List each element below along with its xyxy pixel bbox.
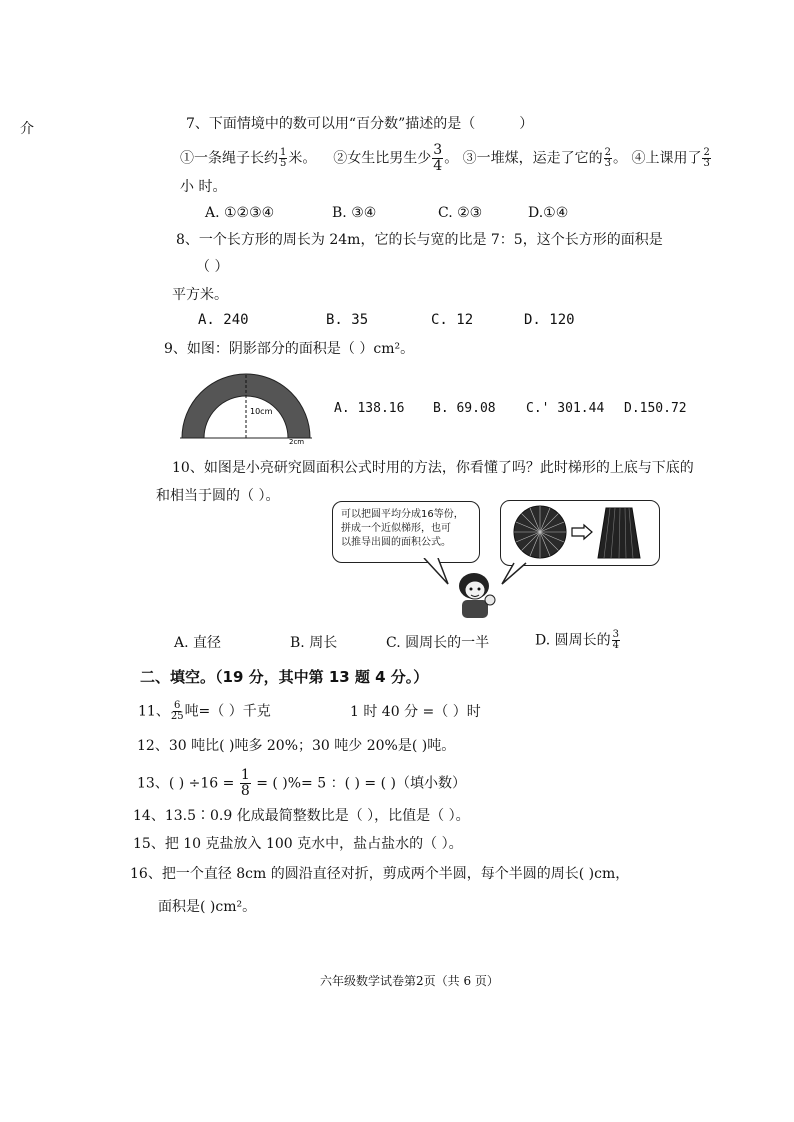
q8-option-a[interactable]: A. 240 — [198, 312, 249, 328]
q10-child-illustration — [452, 570, 502, 622]
q16-line2: 面积是( )cm²。 — [158, 899, 257, 915]
q9-semicircle-ring-figure — [176, 362, 316, 446]
q9-radius-label: 10cm — [250, 407, 273, 416]
q7-s1-unit: 米。 — [288, 150, 317, 167]
q10-stem-line2: 和相当于圆的（ ）。 — [156, 488, 280, 504]
q15: 15、把 10 克盐放入 100 克水中，盐占盐水的（ ）。 — [133, 836, 463, 852]
q16-line1: 16、把一个直径 8cm 的圆沿直径对折，剪成两个半圆，每个半圆的周长( )cm， — [130, 866, 630, 882]
q9-option-b[interactable]: B. 69.08 — [433, 401, 496, 416]
q14: 14、13.5∶0.9 化成最简整数比是（ ），比值是（ ）。 — [133, 808, 470, 824]
q10-stem-line1: 10、如图是小亮研究圆面积公式时用的方法，你看懂了吗？此时梯形的上底与下底的 — [172, 460, 694, 476]
q7-s4-fraction: $\frac{2}{3}$ — [703, 147, 710, 169]
q7-stem-text: 7、下面情境中的数可以用“百分数”描述的是（ — [186, 116, 476, 132]
q13-right: = ( )%= 5 ：( ) = ( )（填小数） — [256, 775, 466, 792]
q7-s3-fraction: $\frac{2}{3}$ — [604, 147, 612, 169]
q10-option-b[interactable]: B. 周长 — [290, 635, 338, 651]
q7-s2-end: 。 — [444, 150, 459, 167]
q7-option-a[interactable]: A. ①②③④ — [205, 205, 275, 221]
q9-option-c[interactable]: C.' 301.44 — [526, 401, 605, 416]
q7-s2: ②女生比男生少 — [333, 150, 432, 167]
q7-stem — [186, 115, 533, 133]
q8-option-c[interactable]: C. 12 — [431, 312, 474, 328]
q10-option-d-text: D. 圆周长的 — [535, 632, 611, 649]
q7-unit: 小 时。 — [180, 179, 227, 195]
q11-fraction: $\frac{6}{25}$ — [170, 700, 184, 722]
q10-option-d-fraction: $\frac{3}{4}$ — [612, 629, 620, 651]
q9-stem: 9、如图：阴影部分的面积是（ ）cm²。 — [164, 341, 415, 357]
q10-circle-to-trapezoid-figure — [500, 500, 660, 590]
page-footer: 六年级数学试卷第2页（共 6 页） — [320, 974, 499, 988]
q10-option-d[interactable] — [535, 630, 621, 651]
q9-option-d[interactable]: D.150.72 — [624, 401, 687, 416]
q7-option-c[interactable]: C. ②③ — [438, 205, 483, 221]
q10-bubble-line3: 以推导出圆的面积公式。 — [341, 537, 451, 548]
q8-answer-blank[interactable]: （ ） — [196, 259, 229, 275]
q13-left: 13、( ) ÷16 = — [137, 775, 235, 792]
q7-stem-close: ） — [519, 116, 534, 132]
q8-option-d[interactable]: D. 120 — [524, 312, 575, 328]
q10-picture-bubble-tail — [502, 563, 526, 584]
q13 — [137, 768, 466, 799]
q8-stem: 8、一个长方形的周长为 24m，它的长与宽的比是 7：5，这个长方形的面积是 — [176, 232, 663, 248]
q10-option-c[interactable]: C. 圆周长的一半 — [386, 635, 490, 651]
q13-fraction: $\frac{1}{8}$ — [240, 767, 250, 799]
q10-bubble-line1: 可以把圆平均分成16等份， — [341, 509, 464, 520]
q7-option-d[interactable]: D.①④ — [528, 205, 569, 221]
q7-option-b[interactable]: B. ③④ — [332, 205, 377, 221]
q10-speech-bubble — [332, 501, 480, 563]
q7-s3-end: 。 — [613, 150, 628, 167]
q11-part2: 1 时 40 分 =（ ）时 — [350, 704, 481, 720]
q9-width-label: 2cm — [289, 438, 305, 446]
margin-mark: 介 — [20, 121, 34, 137]
q9-option-a[interactable]: A. 138.16 — [334, 401, 405, 416]
q10-bubble-line2: 拼成一个近似梯形，也可 — [341, 523, 451, 534]
q7-s1-fraction: $\frac{1}{5}$ — [280, 147, 287, 169]
q7-statements — [180, 143, 712, 174]
section-2-title: 二、填空。（19 分，其中第 13 题 4 分。） — [140, 668, 429, 686]
q11-prefix: 11、 — [138, 703, 170, 720]
q8-option-b[interactable]: B. 35 — [326, 312, 369, 328]
q10-arrow-icon — [572, 525, 592, 539]
q11-part1: 吨=（ ）千克 — [184, 703, 271, 720]
q7-s2-fraction: $\frac{3}{4}$ — [433, 142, 443, 174]
q12: 12、30 吨比( )吨多 20%；30 吨少 20%是( )吨。 — [137, 738, 456, 754]
q7-s1: ①一条绳子长约 — [180, 150, 278, 167]
q11 — [138, 701, 271, 722]
q10-option-a[interactable]: A. 直径 — [174, 635, 222, 651]
q8-unit: 平方米。 — [172, 287, 228, 303]
q7-s4: ④上课用了 — [631, 150, 702, 167]
q7-s3: ③一堆煤，运走了它的 — [462, 150, 603, 167]
q10-circle-sectors — [514, 506, 566, 558]
